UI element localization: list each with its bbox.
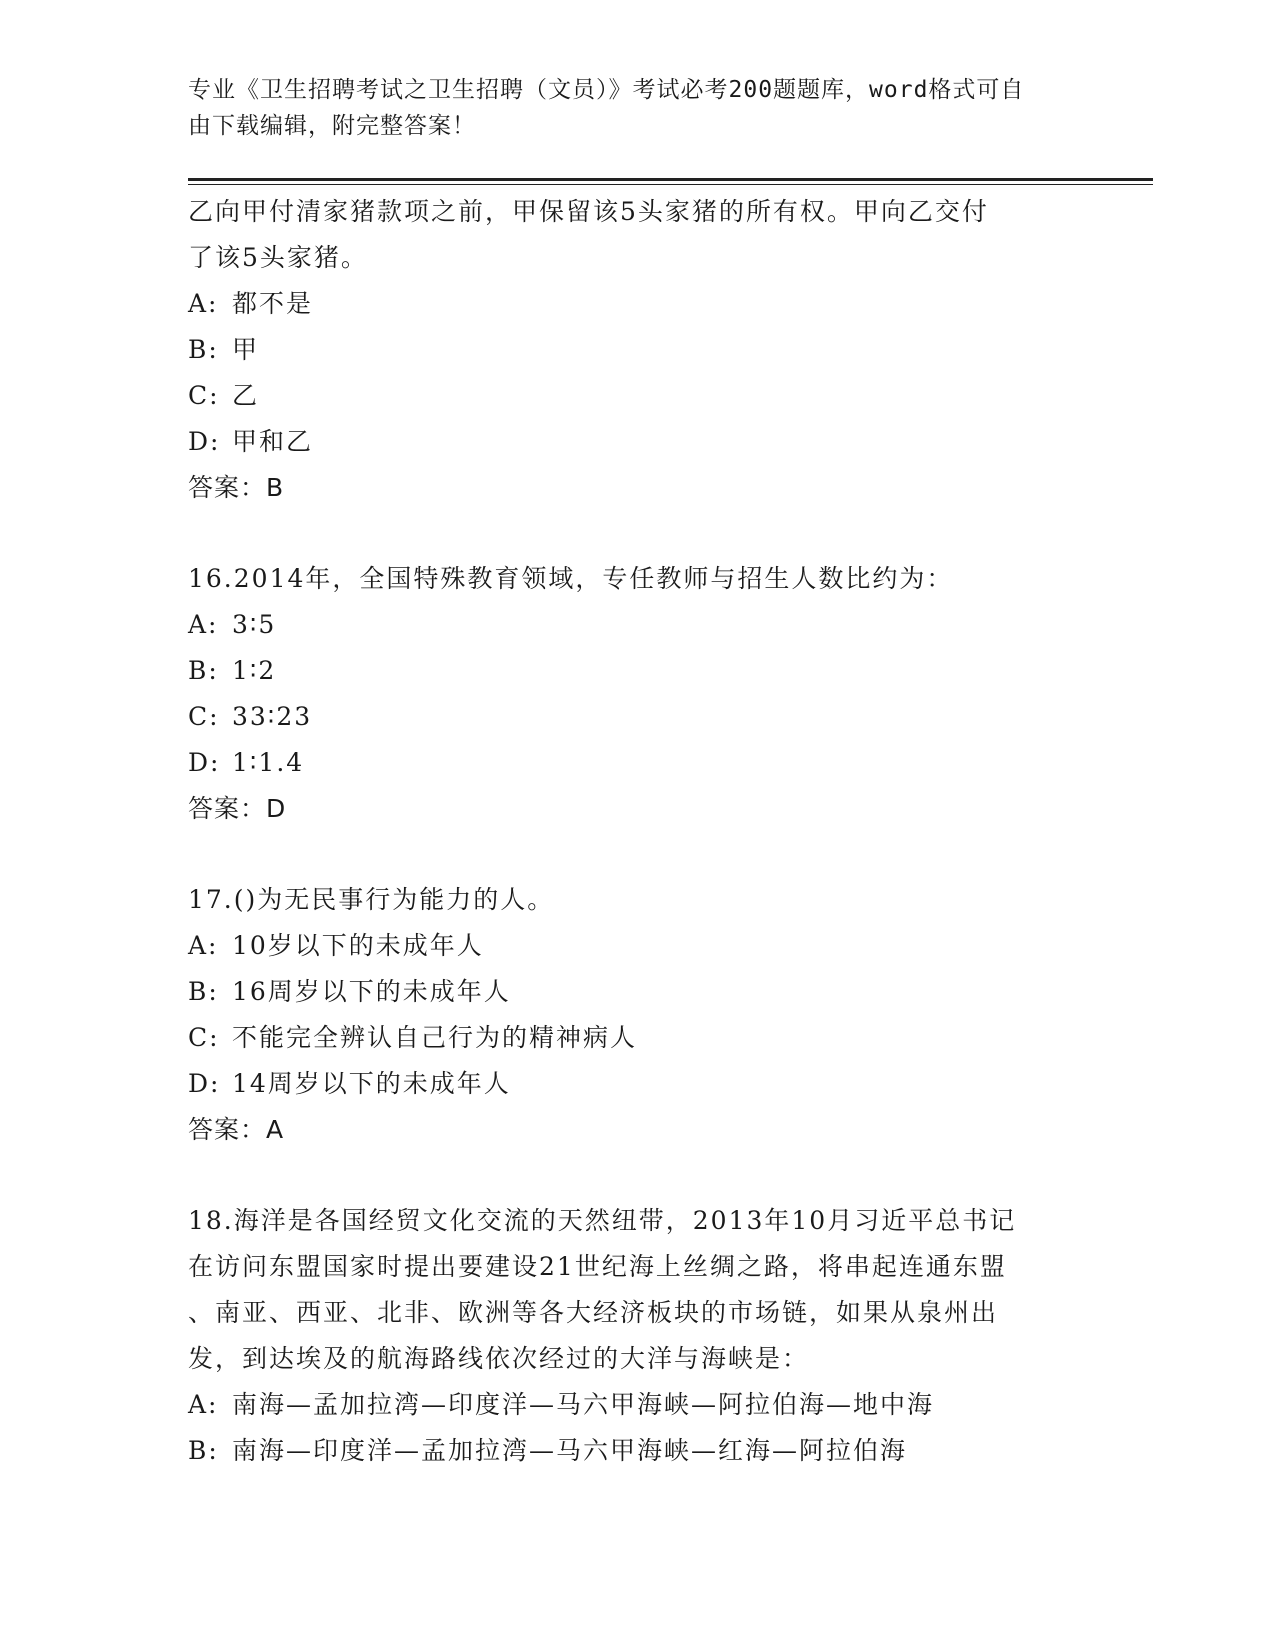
option-letter: C:	[188, 381, 220, 410]
option-text: 南海—孟加拉湾—印度洋—马六甲海峡—阿拉伯海—地中海	[232, 1390, 935, 1419]
option-text: 甲和乙	[232, 427, 314, 456]
option-text: 14周岁以下的未成年人	[232, 1069, 511, 1098]
question-18	[188, 1198, 1088, 1474]
option-text: 3∶5	[232, 610, 277, 639]
question-15	[188, 189, 1088, 511]
option-letter: C:	[188, 702, 220, 731]
answer-line: 答案：A	[188, 1115, 285, 1144]
option-d	[188, 1061, 1088, 1107]
answer-line: 答案：D	[188, 794, 287, 823]
question-17	[188, 877, 1088, 1153]
question-stem-line: 在访问东盟国家时提出要建设21世纪海上丝绸之路，将串起连通东盟	[188, 1252, 1007, 1281]
option-text: 不能完全辨认自己行为的精神病人	[232, 1023, 638, 1052]
header-divider-thin	[188, 184, 1153, 185]
option-text: 南海—印度洋—孟加拉湾—马六甲海峡—红海—阿拉伯海	[232, 1436, 908, 1465]
answer-line: 答案：B	[188, 473, 285, 502]
option-text: 1∶1.4	[232, 748, 305, 777]
option-letter: A:	[188, 610, 219, 639]
option-text: 16周岁以下的未成年人	[232, 977, 511, 1006]
question-stem-line: 、南亚、西亚、北非、欧洲等各大经济板块的市场链，如果从泉州出	[188, 1298, 999, 1327]
option-letter: D:	[188, 427, 221, 456]
option-text: 都不是	[232, 289, 314, 318]
question-stem-line: 了该5头家猪。	[188, 243, 368, 272]
option-text: 甲	[232, 335, 260, 364]
option-text: 33∶23	[232, 702, 313, 731]
header-line-2: 由下载编辑，附完整答案！	[188, 113, 476, 139]
option-letter: B:	[188, 1436, 219, 1465]
option-a	[188, 1382, 1088, 1428]
option-d	[188, 740, 1088, 786]
option-letter: B:	[188, 977, 219, 1006]
option-letter: A:	[188, 931, 219, 960]
option-text: 1∶2	[232, 656, 277, 685]
header-divider-thick	[188, 178, 1153, 181]
option-text: 10岁以下的未成年人	[232, 931, 484, 960]
option-b	[188, 1428, 1088, 1474]
option-letter: A:	[188, 1390, 219, 1419]
option-letter: D:	[188, 1069, 221, 1098]
question-stem-line: 发，到达埃及的航海路线依次经过的大洋与海峡是：	[188, 1344, 810, 1373]
document-header	[188, 72, 1068, 144]
option-b	[188, 327, 1088, 373]
option-c	[188, 1015, 1088, 1061]
question-stem: 16.2014年，全国特殊教育领域，专任教师与招生人数比约为：	[188, 564, 954, 593]
question-stem-line: 乙向甲付清家猪款项之前，甲保留该5头家猪的所有权。甲向乙交付	[188, 197, 989, 226]
option-letter: C:	[188, 1023, 220, 1052]
option-letter: A:	[188, 289, 219, 318]
option-a	[188, 602, 1088, 648]
option-letter: D:	[188, 748, 221, 777]
question-16	[188, 556, 1088, 832]
option-text: 乙	[232, 381, 260, 410]
question-stem: 17.()为无民事行为能力的人。	[188, 885, 555, 914]
option-c	[188, 373, 1088, 419]
option-c	[188, 694, 1088, 740]
option-letter: B:	[188, 656, 219, 685]
option-letter: B:	[188, 335, 219, 364]
option-a	[188, 923, 1088, 969]
header-line-1: 专业《卫生招聘考试之卫生招聘（文员）》考试必考200题题库，word格式可自	[188, 77, 1025, 103]
option-b	[188, 969, 1088, 1015]
option-b	[188, 648, 1088, 694]
option-d	[188, 419, 1088, 465]
option-a	[188, 281, 1088, 327]
question-stem-line: 18.海洋是各国经贸文化交流的天然纽带，2013年10月习近平总书记	[188, 1206, 1017, 1235]
questions-content	[188, 189, 1088, 1474]
